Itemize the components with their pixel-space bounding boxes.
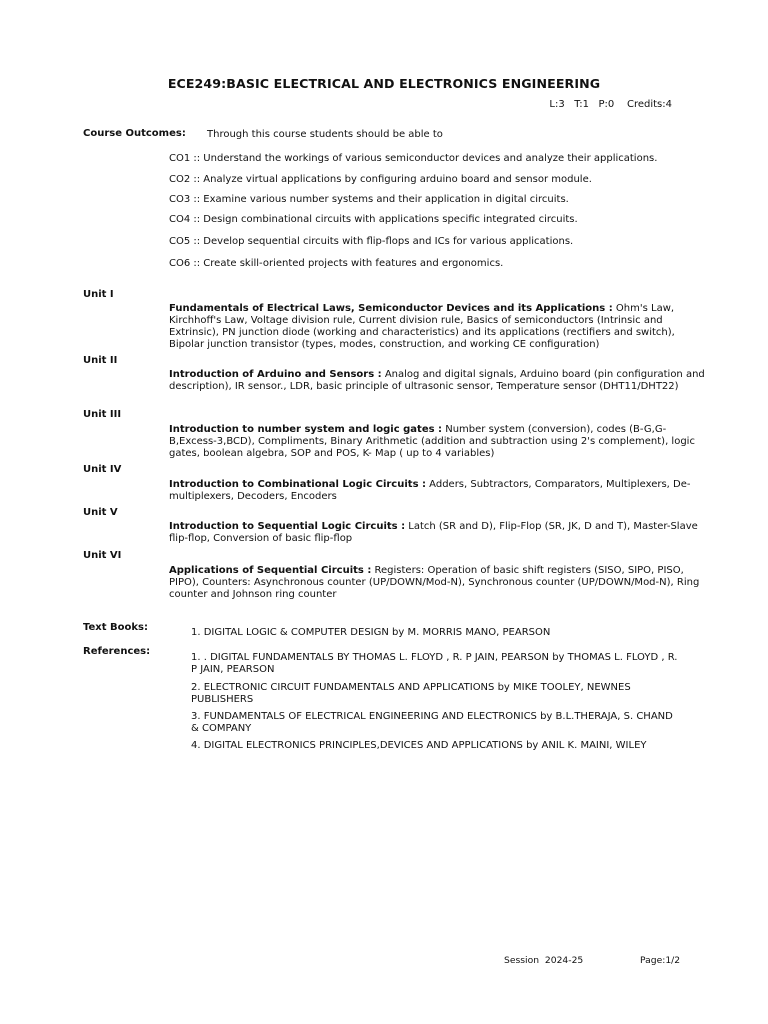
course-outcome-item: CO1 :: Understand the workings of various semiconductor devices and analyze their applications. <box>169 153 658 164</box>
unit-content <box>169 521 709 545</box>
unit-topics: Number system (conversion), codes (B-G,G-B,Excess-3,BCD), Compliments, Binary Arithmetic (addition and subtraction using 2's complement), logic gates, boolean algebra, SOP and POS, K- Map ( up to 4 variables) <box>169 424 695 459</box>
course-outcome-item: CO4 :: Design combinational circuits with applications specific integrated circuits. <box>169 214 578 225</box>
course-credits: L:3 T:1 P:0 Credits:4 <box>549 99 672 110</box>
unit-heading: Introduction of Arduino and Sensors : <box>169 369 382 380</box>
references-label: References: <box>83 646 151 657</box>
reference-item: 3. FUNDAMENTALS OF ELECTRICAL ENGINEERING AND ELECTRONICS by B.L.THERAJA, S. CHAND & COMPANY <box>191 711 673 734</box>
unit-heading: Fundamentals of Electrical Laws, Semiconductor Devices and its Applications : <box>169 303 613 314</box>
footer-session: Session 2024-25 <box>504 955 584 966</box>
unit-content <box>169 479 709 503</box>
unit-content <box>169 303 709 351</box>
course-outcome-item: CO5 :: Develop sequential circuits with flip-flops and ICs for various applications. <box>169 236 574 247</box>
unit-heading: Introduction to Sequential Logic Circuits : <box>169 521 406 532</box>
footer-page-number: Page:1/2 <box>640 955 681 966</box>
unit-heading: Introduction to Combinational Logic Circuits : <box>169 479 426 490</box>
unit-label: Unit II <box>83 355 118 366</box>
course-outcome-item: CO2 :: Analyze virtual applications by configuring arduino board and sensor module. <box>169 174 592 185</box>
unit-label: Unit IV <box>83 464 122 475</box>
course-outcomes-label: Course Outcomes: <box>83 128 186 139</box>
unit-topics: Adders, Subtractors, Comparators, Multiplexers, De-multiplexers, Decoders, Encoders <box>169 479 691 502</box>
reference-item: 1. . DIGITAL FUNDAMENTALS BY THOMAS L. FLOYD , R. P JAIN, PEARSON by THOMAS L. FLOYD , R. P JAIN, PEARSON <box>191 652 678 675</box>
reference-item: 2. ELECTRONIC CIRCUIT FUNDAMENTALS AND APPLICATIONS by MIKE TOOLEY, NEWNES PUBLISHERS <box>191 682 631 705</box>
text-book-item: 1. DIGITAL LOGIC & COMPUTER DESIGN by M. MORRIS MANO, PEARSON <box>191 627 551 638</box>
unit-label: Unit V <box>83 507 118 518</box>
course-outcome-item: CO6 :: Create skill-oriented projects with features and ergonomics. <box>169 258 504 269</box>
unit-content <box>169 424 709 460</box>
course-outcomes-intro: Through this course students should be able to <box>207 129 443 140</box>
unit-label: Unit VI <box>83 550 122 561</box>
course-title: ECE249:BASIC ELECTRICAL AND ELECTRONICS ENGINEERING <box>167 76 601 91</box>
unit-topics: Registers: Operation of basic shift registers (SISO, SIPO, PISO, PIPO), Counters: Asynchronous counter (UP/DOWN/Mod-N), Synchronous counter (UP/DOWN/Mod-N), Ring counter and Johnson ring counter <box>169 565 700 600</box>
unit-heading: Introduction to number system and logic gates : <box>169 424 443 435</box>
unit-content <box>169 369 709 393</box>
text-books-label: Text Books: <box>83 622 148 633</box>
reference-item: 4. DIGITAL ELECTRONICS PRINCIPLES,DEVICES AND APPLICATIONS by ANIL K. MAINI, WILEY <box>191 740 647 751</box>
unit-content <box>169 565 709 601</box>
unit-topics: Latch (SR and D), Flip-Flop (SR, JK, D and T), Master-Slave flip-flop, Conversion of basic flip-flop <box>169 521 698 544</box>
unit-heading: Applications of Sequential Circuits : <box>169 565 372 576</box>
unit-topics: Ohm's Law, Kirchhoff's Law, Voltage division rule, Current division rule, Basics of semiconductors (Intrinsic and Extrinsic), PN junction diode (working and characteristics) and its applications (rectifiers and switch), Bipolar junction transistor (types, modes, construction, and working CE configuration) <box>169 303 675 350</box>
course-outcome-item: CO3 :: Examine various number systems and their application in digital circuits. <box>169 194 569 205</box>
unit-label: Unit III <box>83 409 122 420</box>
unit-label: Unit I <box>83 289 114 300</box>
unit-topics: Analog and digital signals, Arduino board (pin configuration and description), IR sensor., LDR, basic principle of ultrasonic sensor, Temperature sensor (DHT11/DHT22) <box>169 369 705 392</box>
